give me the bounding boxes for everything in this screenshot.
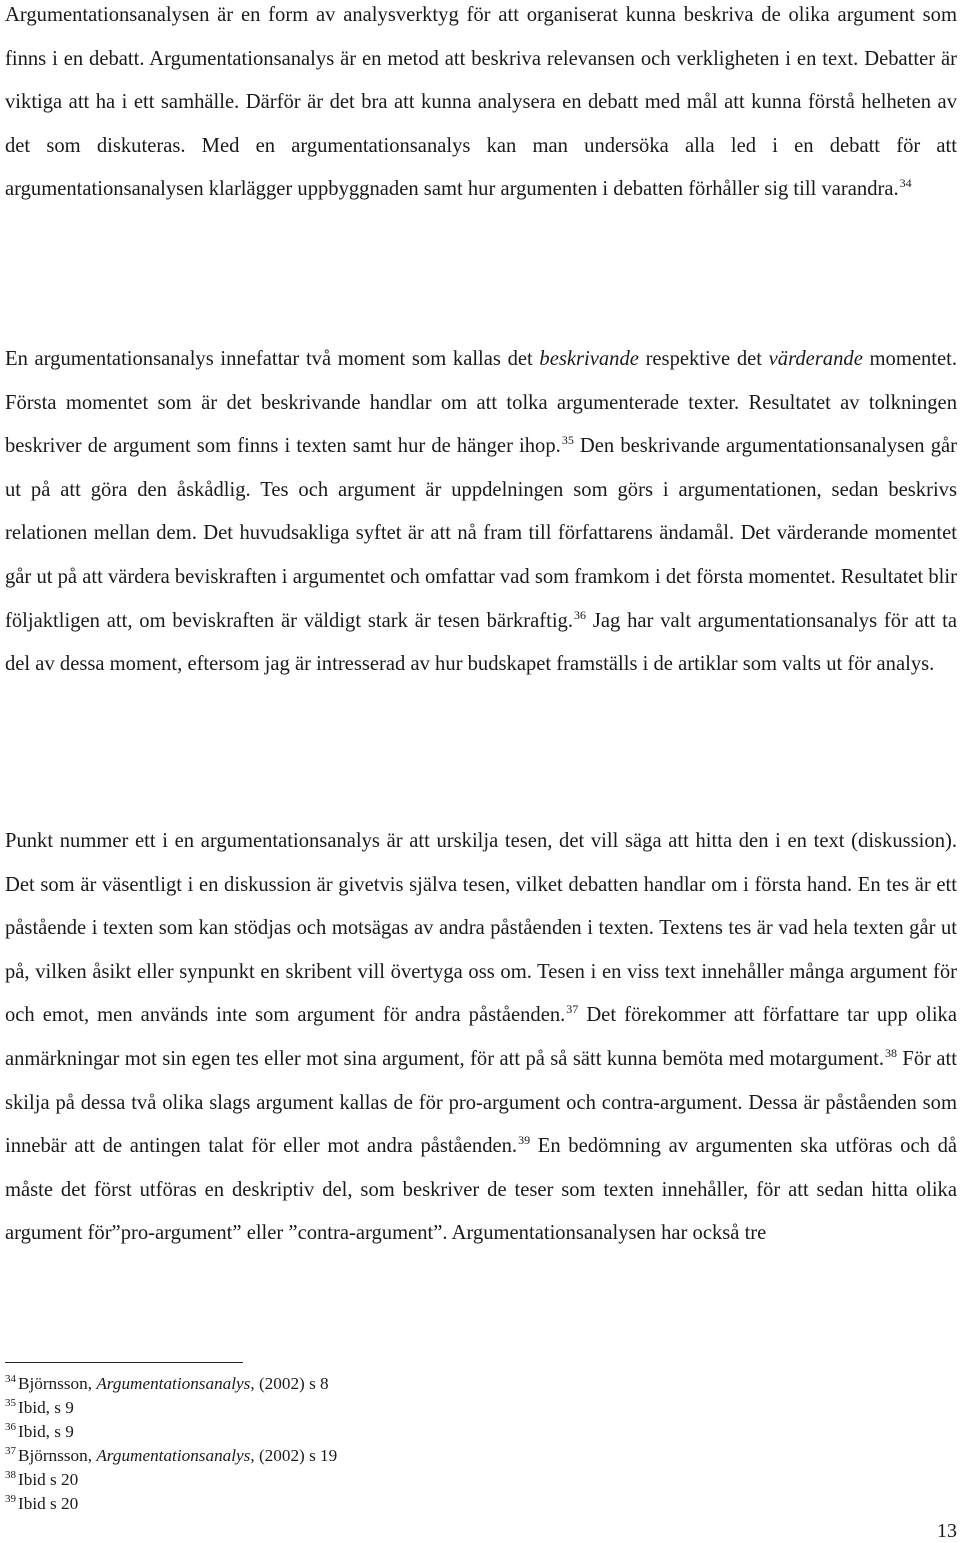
footnotes	[5, 1372, 905, 1516]
paragraph-text-segment: Jag har valt argumentationsanalys för att ta del av dessa moment, eftersom jag är intresserad av hur budskapet framställs i de artiklar som valts ut för analys.	[5, 609, 958, 676]
footnote-author: Björnsson,	[18, 1446, 97, 1465]
footnote-item	[5, 1420, 905, 1444]
paragraph-text-segment: Det förekommer att författare tar upp olika anmärkningar mot sin egen tes eller mot sina argument, för att på så sätt kunna bemöta med motargument.	[5, 1004, 957, 1070]
paragraph-text-segment: Den beskrivande argumentationsanalysen går ut på att göra den åskådlig. Tes och argument är uppdelningen som görs i argumentationen, sedan beskrivs relationen mellan dem. Det huvudsakliga syftet är att nå fram till författarens ändamål. Det värderande momentet går ut på att värdera beviskraften i argumentet och omfattar vad som framkom i det första momentet. Resultatet blir följaktligen att, om beviskraften är väldigt stark är tesen bärkraftig.	[5, 435, 957, 632]
footnote-item	[5, 1468, 905, 1492]
paragraph-argumentation-intro	[5, 0, 957, 212]
footnote-ref-39: 39	[518, 1133, 531, 1148]
italic-term-varderande: värderande	[768, 348, 863, 370]
footnote-item	[5, 1396, 905, 1420]
footnote-separator	[5, 1362, 243, 1363]
paragraph-text-segment: momentet. Första momentet som är det beskrivande handlar om att tolka argumenterade texter. Resultatet av tolkningen beskriver de argument som finns i texten samt hur de hänger ihop.	[5, 348, 958, 458]
footnote-number: 37	[5, 1445, 16, 1457]
italic-term-beskrivande: beskrivande	[539, 348, 639, 370]
paragraph-thesis	[5, 820, 957, 1256]
footnote-title: Argumentationsanalys	[96, 1374, 251, 1393]
footnote-rest: , (2002) s 19	[250, 1446, 338, 1465]
footnote-ref-36: 36	[574, 607, 586, 622]
footnote-author: Ibid s 20	[18, 1494, 79, 1513]
paragraph-text-segment: För att skilja på dessa två olika slags argument kallas de för pro-argument och contra-argument. Dessa är påståenden som innebär att de antingen talat för eller mot andra påståenden.	[5, 1047, 957, 1158]
footnote-ref-34: 34	[899, 176, 912, 191]
footnote-ref-35: 35	[561, 433, 574, 448]
footnote-author: Björnsson,	[18, 1374, 97, 1393]
footnote-author: Ibid s 20	[18, 1470, 79, 1489]
footnote-item	[5, 1492, 905, 1516]
page-number: 13	[937, 1520, 957, 1542]
footnote-number: 34	[5, 1373, 16, 1385]
paragraph-text: Argumentationsanalysen är en form av analysverktyg för att organiserat kunna beskriva de olika argument som finns i en debatt. Argumentationsanalys är en metod att beskriva relevansen och verkligheten i en text. Debatter är viktiga att ha i ett samhälle. Därför är det bra att kunna analysera en debatt med mål att kunna förstå helheten av det som diskuteras. Med en argumentationsanalys kan man undersöka alla led i en debatt för att argumentationsanalysen klarlägger uppbyggnaden samt hur argumenten i debatten förhåller sig till varandra.	[5, 4, 957, 201]
footnote-title: Argumentationsanalys	[96, 1446, 251, 1465]
footnote-item	[5, 1372, 905, 1396]
paragraph-text-segment: En bedömning av argumenten ska utföras och då måste det först utföras en deskriptiv del, som beskriver de teser som texten innehåller, för att sedan hitta olika argument för”pro-argument” eller ”contra-argument”. Argumentationsanalysen har också tre	[5, 1135, 958, 1245]
footnote-author: Ibid, s 9	[18, 1422, 74, 1441]
footnote-number: 38	[5, 1469, 16, 1481]
paragraph-text-segment: Punkt nummer ett i en argumentationsanalys är att urskilja tesen, det vill säga att hitta den i en text (diskussion). Det som är väsentligt i en diskussion är givetvis själva tesen, vilket debatten handlar om i första hand. En tes är ett påstående i texten som kan stödjas och motsägas av andra påståenden i texten. Textens tes är vad hela texten går ut på, vilken åsikt eller synpunkt en skribent vill övertyga oss om. Tesen i en viss text innehåller många argument för och emot, men används inte som argument för andra påståenden.	[5, 830, 957, 1027]
footnote-item	[5, 1444, 905, 1468]
footnote-ref-37: 37	[566, 1002, 579, 1017]
footnote-rest: , (2002) s 8	[250, 1374, 329, 1393]
footnote-author: Ibid, s 9	[18, 1398, 74, 1417]
footnote-number: 39	[5, 1493, 16, 1505]
paragraph-text-segment: respektive det	[638, 348, 769, 370]
footnote-number: 36	[5, 1421, 16, 1433]
footnote-ref-38: 38	[885, 1045, 898, 1060]
paragraph-text-segment: En argumentationsanalys innefattar två moment som kallas det	[5, 348, 540, 370]
footnote-number: 35	[5, 1397, 16, 1409]
paragraph-two-moments	[5, 338, 957, 687]
